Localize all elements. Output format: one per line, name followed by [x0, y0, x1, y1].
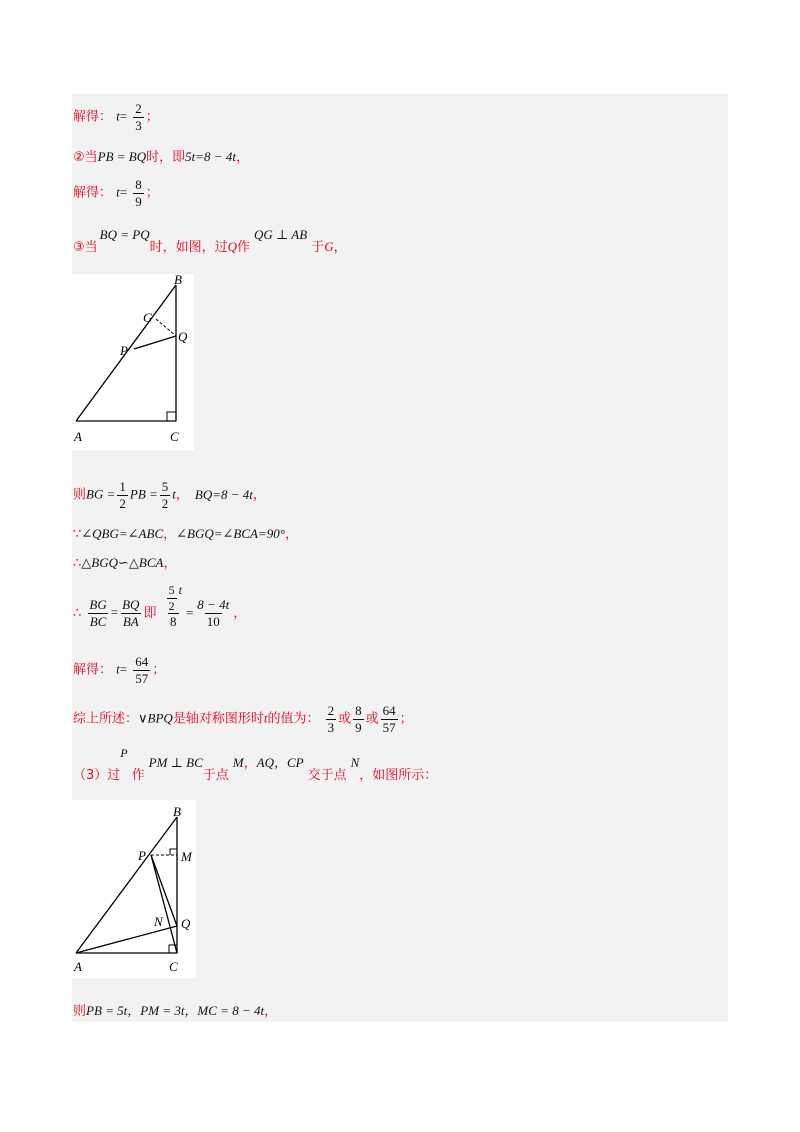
triangle-figure-2	[72, 800, 196, 978]
label-A: A	[74, 959, 82, 974]
triangle-figure-1	[72, 274, 194, 450]
fraction: $\frac{BG}{BC}$	[89, 597, 107, 629]
label-P: P	[138, 848, 146, 863]
label-B: B	[174, 274, 182, 287]
label-P: P	[120, 343, 128, 358]
label-N: N	[154, 914, 163, 929]
solution-line-12: 则PB = 5t，PM = 3t，MC = 8 − 4t，	[73, 1003, 278, 1019]
fraction: $\frac{64}{57}$	[382, 703, 396, 735]
label-C: C	[169, 959, 178, 974]
label-Q: Q	[178, 329, 188, 344]
solution-line-8: ∴ $\frac{BG}{BC}$ = $\frac{BQ}{BA}$ 即 $\frac{5}{2}$ t 8 = $\frac{8 - 4t}{10}$ ，	[73, 582, 247, 630]
fraction: $\frac{BQ}{BA}$	[122, 597, 140, 629]
label-Q: Q	[181, 916, 191, 931]
label-A: A	[74, 429, 82, 444]
fraction: $\frac{5}{2}$	[161, 479, 169, 511]
fraction: $\frac{2}{3}$	[135, 101, 142, 133]
label-C: C	[170, 429, 179, 444]
solution-line-9: 解得： t= $\frac{64}{57}$ ；	[73, 654, 166, 686]
solution-line-5: 则BG = $\frac{1}{2}$ PB = $\frac{5}{2}$ t， BQ=8 − 4t，	[73, 479, 266, 511]
solution-line-11: （3）过P作PM ⊥ BC于点M，AQ，CP交于点N，如图所示：	[73, 746, 438, 783]
label-G: G	[143, 310, 153, 325]
solution-line-3: 解得： t= $\frac{8}{9}$ ；	[73, 177, 159, 209]
fraction: $\frac{8}{9}$	[135, 177, 142, 209]
solution-line-10: 综上所述：∨BPQ是轴对称图形时t的值为： $\frac{2}{3}$ 或 $\frac{8}{9}$ 或 $\frac{64}{57}$ ；	[73, 703, 413, 735]
solution-line-4: ③当BQ = PQ时，如图，过Q作QG ⊥ AB于G，	[73, 227, 347, 255]
solution-line-7: ∴△BGQ∽△BCA，	[73, 555, 177, 571]
fraction: $\frac{2}{3}$	[327, 703, 335, 735]
fraction: $\frac{64}{57}$	[135, 654, 149, 686]
label-B: B	[173, 804, 181, 819]
compound-fraction: $\frac{5}{2}$ t 8	[168, 582, 182, 630]
solution-line-6: ∵∠QBG=∠ABC，∠BGQ=∠BCA=90°，	[73, 526, 298, 542]
fraction: $\frac{8}{9}$	[355, 703, 362, 735]
solution-line-2: ②当PB = BQ时，即5t=8 − 4t，	[73, 149, 249, 165]
fraction: $\frac{8 - 4t}{10}$	[197, 597, 230, 629]
solution-line-1: 解得： t= $\frac{2}{3}$ ；	[73, 101, 159, 133]
fraction: $\frac{1}{2}$	[119, 479, 126, 511]
label-M: M	[181, 849, 192, 864]
